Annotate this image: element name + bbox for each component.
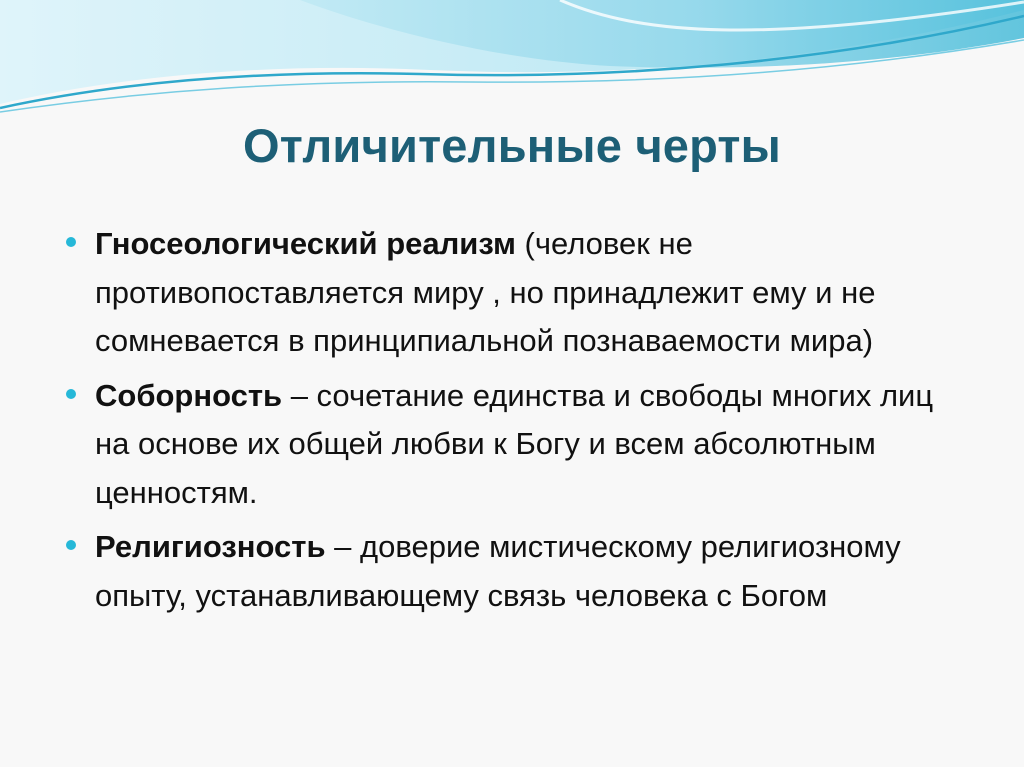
bullet-list [66, 220, 946, 626]
bullet-term: Гносеологический реализм [95, 226, 516, 261]
bullet-text: – сочетание единства и свободы многих лиц на основе их общей любви к Богу и всем абсолютным ценностям. [95, 377, 934, 510]
bullet-item-sobornost [66, 372, 946, 518]
slide-title: Отличительные черты [243, 119, 781, 172]
bullet-dot-icon [66, 237, 76, 247]
bullet-term: Религиозность [95, 529, 326, 564]
bullet-text: (человек не противопоставляется миру , но принадлежит ему и не сомневается в принципиальной познаваемости мира) [95, 226, 876, 358]
bullet-item-realism [66, 220, 946, 366]
bullet-dot-icon [66, 540, 76, 550]
bullet-text: – доверие мистическому религиозному опыту, устанавливающему связь человека с Богом [95, 529, 901, 613]
bullet-dot-icon [66, 389, 76, 399]
bullet-item-religiosity [66, 523, 946, 620]
bullet-term: Соборность [95, 377, 283, 413]
